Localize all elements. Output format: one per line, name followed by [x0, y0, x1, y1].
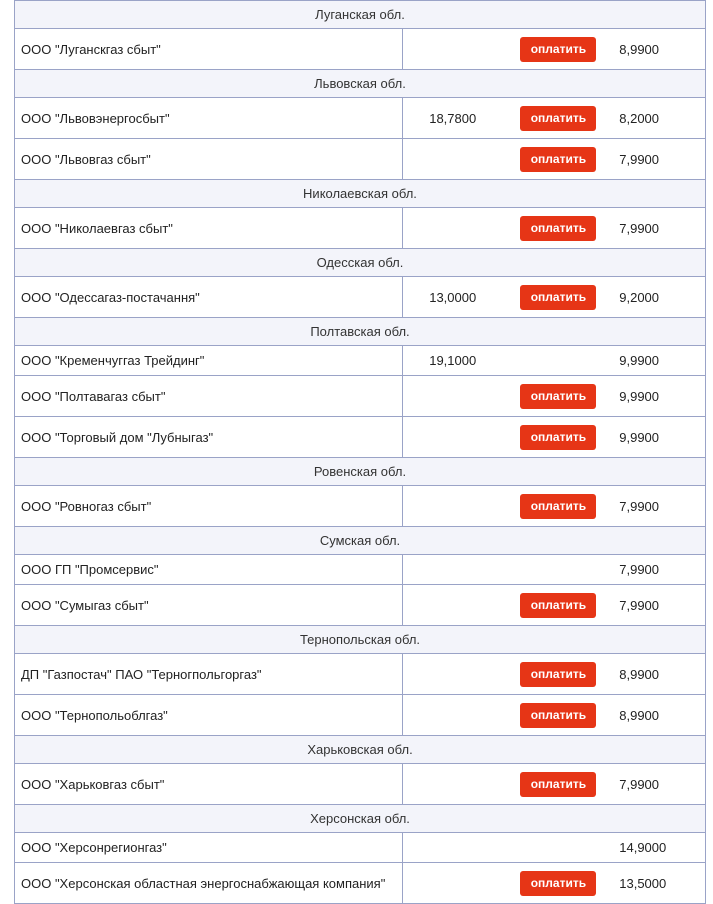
supplier-row: [14, 207, 706, 248]
company-name: ООО "Сумыгаз сбыт": [15, 585, 403, 625]
price: 7,9900: [619, 220, 660, 236]
supplier-row: [14, 276, 706, 317]
supplier-row: [14, 138, 706, 179]
company-name: ООО "Львовэнергосбыт": [15, 98, 403, 138]
price: 8,9900: [619, 41, 660, 57]
region-header: Тернопольская обл.: [14, 625, 706, 653]
gas-suppliers-table: [14, 0, 706, 903]
company-name: ООО "Одессагаз-постачання": [15, 277, 403, 317]
supplier-row: [14, 694, 706, 735]
old-price: [403, 863, 503, 903]
old-price: 18,7800: [429, 110, 477, 126]
region-header: Полтавская обл.: [14, 317, 706, 345]
company-name: ООО ГП "Промсервис": [15, 555, 403, 584]
pay-cell: [503, 654, 615, 694]
price: 9,2000: [619, 289, 660, 305]
region-header: Одесская обл.: [14, 248, 706, 276]
pay-cell: [503, 98, 615, 138]
price: 9,9900: [619, 353, 660, 368]
price: 8,9900: [619, 707, 660, 723]
supplier-row: [14, 584, 706, 625]
company-name: ООО "Харьковгаз сбыт": [15, 764, 403, 804]
pay-button[interactable]: оплатить: [520, 147, 596, 172]
old-price: [403, 695, 503, 735]
region-header: Николаевская обл.: [14, 179, 706, 207]
region-header: Сумская обл.: [14, 526, 706, 554]
price: 8,2000: [619, 110, 660, 126]
region-header: Ровенская обл.: [14, 457, 706, 485]
pay-button[interactable]: оплатить: [520, 772, 596, 797]
old-price: [403, 376, 503, 416]
price: 7,9900: [619, 562, 660, 577]
pay-cell: [503, 29, 615, 69]
old-price: 13,0000: [429, 289, 477, 305]
price: 13,5000: [619, 875, 667, 891]
old-price: [403, 29, 503, 69]
company-name: ООО "Херсонрегионгаз": [15, 833, 403, 862]
supplier-row: [14, 345, 706, 375]
price: 9,9900: [619, 388, 660, 404]
old-price: [403, 654, 503, 694]
price: 7,9900: [619, 597, 660, 613]
old-price: [403, 555, 503, 584]
price: 14,9000: [619, 840, 667, 855]
region-header: Луганская обл.: [14, 0, 706, 28]
supplier-row: [14, 554, 706, 584]
old-price: [403, 417, 503, 457]
old-price: [403, 208, 503, 248]
pay-cell: [503, 833, 615, 862]
pay-cell: [503, 486, 615, 526]
company-name: ООО "Николаевгаз сбыт": [15, 208, 403, 248]
old-price: [403, 486, 503, 526]
pay-button[interactable]: оплатить: [520, 425, 596, 450]
region-header: Харьковская обл.: [14, 735, 706, 763]
price: 9,9900: [619, 429, 660, 445]
pay-cell: [503, 695, 615, 735]
pay-cell: [503, 764, 615, 804]
old-price: [403, 764, 503, 804]
pay-button[interactable]: оплатить: [520, 216, 596, 241]
old-price: [403, 833, 503, 862]
price: 8,9900: [619, 666, 660, 682]
region-header: Херсонская обл.: [14, 804, 706, 832]
old-price: [403, 139, 503, 179]
pay-cell: [503, 376, 615, 416]
pay-button[interactable]: оплатить: [520, 106, 596, 131]
pay-cell: [503, 585, 615, 625]
company-name: ООО "Ровногаз сбыт": [15, 486, 403, 526]
pay-button[interactable]: оплатить: [520, 285, 596, 310]
company-name: ООО "Луганскгаз сбыт": [15, 29, 403, 69]
pay-button[interactable]: оплатить: [520, 494, 596, 519]
company-name: ООО "Херсонская областная энергоснабжающая компания": [15, 863, 403, 903]
old-price: [403, 585, 503, 625]
pay-button[interactable]: оплатить: [520, 871, 596, 896]
pay-button[interactable]: оплатить: [520, 703, 596, 728]
old-price: 19,1000: [429, 353, 477, 368]
company-name: ООО "Львовгаз сбыт": [15, 139, 403, 179]
supplier-row: [14, 763, 706, 804]
region-header: Львовская обл.: [14, 69, 706, 97]
company-name: ООО "Торговый дом "Лубныгаз": [15, 417, 403, 457]
supplier-row: [14, 28, 706, 69]
supplier-row: [14, 416, 706, 457]
supplier-row: [14, 485, 706, 526]
supplier-row: [14, 97, 706, 138]
price: 7,9900: [619, 776, 660, 792]
pay-cell: [503, 208, 615, 248]
company-name: ДП "Газпостач" ПАО "Терногпольгоргаз": [15, 654, 403, 694]
pay-cell: [503, 555, 615, 584]
company-name: ООО "Полтавагаз сбыт": [15, 376, 403, 416]
pay-button[interactable]: оплатить: [520, 384, 596, 409]
pay-cell: [503, 277, 615, 317]
price: 7,9900: [619, 151, 660, 167]
pay-cell: [503, 417, 615, 457]
supplier-row: [14, 375, 706, 416]
company-name: ООО "Тернопольоблгаз": [15, 695, 403, 735]
pay-cell: [503, 863, 615, 903]
supplier-row: [14, 832, 706, 862]
supplier-row: [14, 653, 706, 694]
pay-button[interactable]: оплатить: [520, 662, 596, 687]
pay-cell: [503, 139, 615, 179]
company-name: ООО "Кременчуггаз Трейдинг": [15, 346, 403, 375]
pay-button[interactable]: оплатить: [520, 593, 596, 618]
pay-button[interactable]: оплатить: [520, 37, 596, 62]
pay-cell: [503, 346, 615, 375]
price: 7,9900: [619, 498, 660, 514]
